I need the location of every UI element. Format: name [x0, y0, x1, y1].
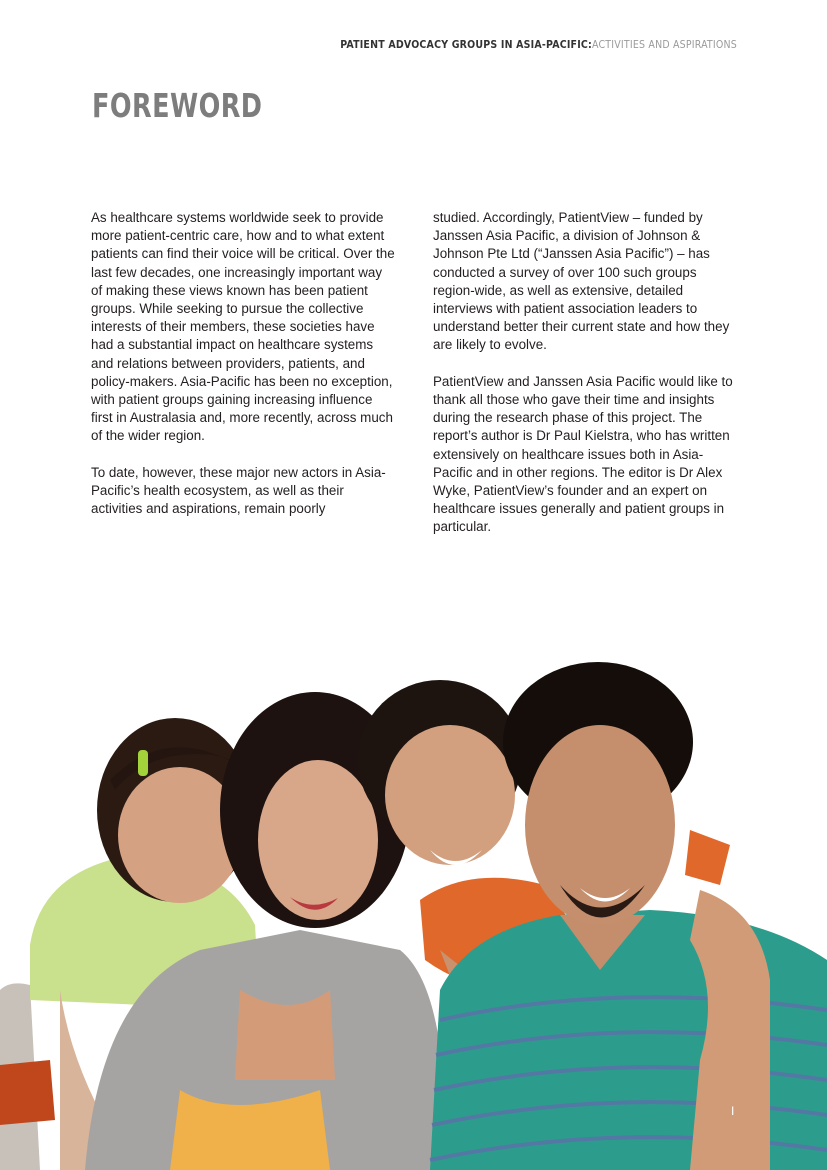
page-number: I [731, 1104, 735, 1118]
page-title: FOREWORD [92, 86, 263, 125]
paragraph: studied. Accordingly, PatientView – funded by Janssen Asia Pacific, a division of Johnson & Johnson Pte Ltd (“Janssen Asia Pacific”) – has conducted a survey of over 100 such groups region-wide, as well as extensive, detailed interviews with patient association leaders to understand better their current state and how they are likely to evolve. [433, 210, 730, 353]
running-header [340, 39, 737, 51]
running-header-title: PATIENT ADVOCACY GROUPS IN ASIA-PACIFIC: [340, 39, 593, 51]
text-column-right [433, 209, 738, 555]
text-column-left [91, 209, 396, 537]
paragraph: As healthcare systems worldwide seek to provide more patient-centric care, how and to what extent patients can find their voice will be critical. Over the last few decades, one increasingly important way of making these views known has been patient groups. While seeking to pursue the collective interests of their members, these societies have had a substantial impact on healthcare systems and relations between providers, patients, and policy-makers. Asia-Pacific has been no exception, with patient groups gaining increasing influence first in Australasia and, more recently, across much of the wider region. [91, 210, 395, 444]
paragraph: PatientView and Janssen Asia Pacific would like to thank all those who gave their time and insights during the research phase of this project. The report’s author is Dr Paul Kielstra, who has written extensively on healthcare issues both in Asia-Pacific and in other regions. The editor is Dr Alex Wyke, PatientView’s founder and an expert on healthcare issues generally and patient groups in particular. [433, 373, 733, 535]
running-header-subtitle: ACTIVITIES AND ASPIRATIONS [592, 39, 737, 51]
family-photo [0, 660, 827, 1170]
paragraph: To date, however, these major new actors in Asia-Pacific’s health ecosystem, as well as their activities and aspirations, remain poorly [91, 464, 386, 517]
